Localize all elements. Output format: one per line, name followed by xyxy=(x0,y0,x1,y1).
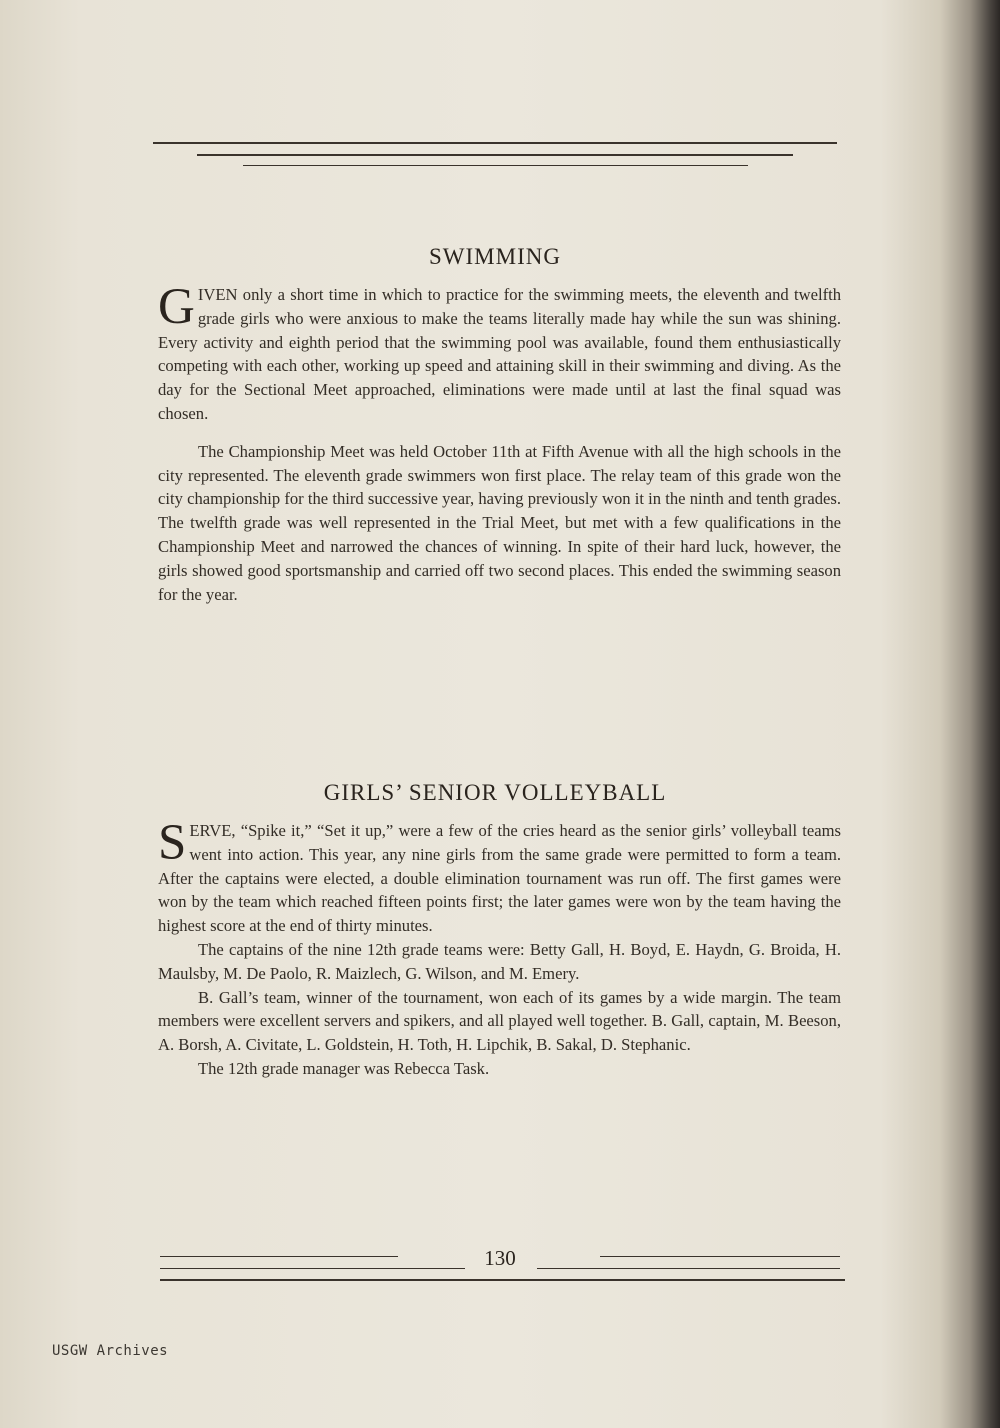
volleyball-section xyxy=(158,815,841,1081)
footer-rule-right-long xyxy=(537,1268,840,1269)
swimming-section xyxy=(158,279,841,606)
swimming-dropcap: G xyxy=(158,279,195,335)
archive-watermark: USGW Archives xyxy=(52,1343,169,1359)
footer-rule-left-long xyxy=(160,1268,465,1269)
swimming-paragraph-1-text: IVEN only a short time in which to practice for the swimming meets, the eleventh and twelfth grade girls who were anxious to make the teams literally made hay while the sun was shining. Every activity and eighth period that the swimming pool was available, found them enthusiastically competing with each other, working up speed and attaining skill in their swimming and diving. As the day for the Sectional Meet approached, eliminations were made until at last the final squad was chosen. xyxy=(158,285,841,423)
top-rule-1 xyxy=(153,142,837,144)
swimming-paragraph-1 xyxy=(158,279,841,426)
volleyball-heading: GIRLS’ SENIOR VOLLEYBALL xyxy=(323,780,667,805)
footer-rule-right-short xyxy=(600,1256,840,1257)
volleyball-paragraph-1 xyxy=(158,815,841,938)
top-rule-2 xyxy=(197,154,793,156)
volleyball-paragraph-4: The 12th grade manager was Rebecca Task. xyxy=(198,1058,490,1078)
swimming-heading: SWIMMING xyxy=(429,244,561,269)
footer-rule-full xyxy=(160,1279,845,1281)
volleyball-dropcap: S xyxy=(158,815,187,871)
top-rule-3 xyxy=(243,165,748,166)
volleyball-paragraph-3: B. Gall’s team, winner of the tournament, won each of its games by a wide margin. The team members were excellent servers and spikers, and all played well together. B. Gall, captain, M. Beeson, A. Borsh, A. Civitate, L. Goldstein, H. Toth, H. Lipchik, B. Sakal, D. Stephanic. xyxy=(158,987,841,1055)
volleyball-paragraph-2: The captains of the nine 12th grade teams were: Betty Gall, H. Boyd, E. Haydn, G. Broida, H. Maulsby, M. De Paolo, R. Maizlech, G. Wilson, and M. Emery. xyxy=(158,939,841,983)
swimming-paragraph-2: The Championship Meet was held October 11th at Fifth Avenue with all the high schools in the city represented. The eleventh grade swimmers won first place. The relay team of this grade won the city championship for the third successive year, having previously won it in the ninth and tenth grades. The twelfth grade was well represented in the Trial Meet, but met with a few qualifications in the Championship Meet and narrowed the chances of winning. In spite of their hard luck, however, the girls showed good sportsmanship and carried off two second places. This ended the swimming season for the year. xyxy=(158,441,841,604)
page-number: 130 xyxy=(484,1246,516,1270)
footer-rule-left-short xyxy=(160,1256,398,1257)
volleyball-paragraph-1-text: ERVE, “Spike it,” “Set it up,” were a few of the cries heard as the senior girls’ volleyball teams went into action. This year, any nine girls from the same grade were permitted to form a team. After the captains were elected, a double elimination tournament was run off. The first games were won by the team which reached fifteen points first; the later games were won by the team having the highest score at the end of thirty minutes. xyxy=(158,821,841,936)
